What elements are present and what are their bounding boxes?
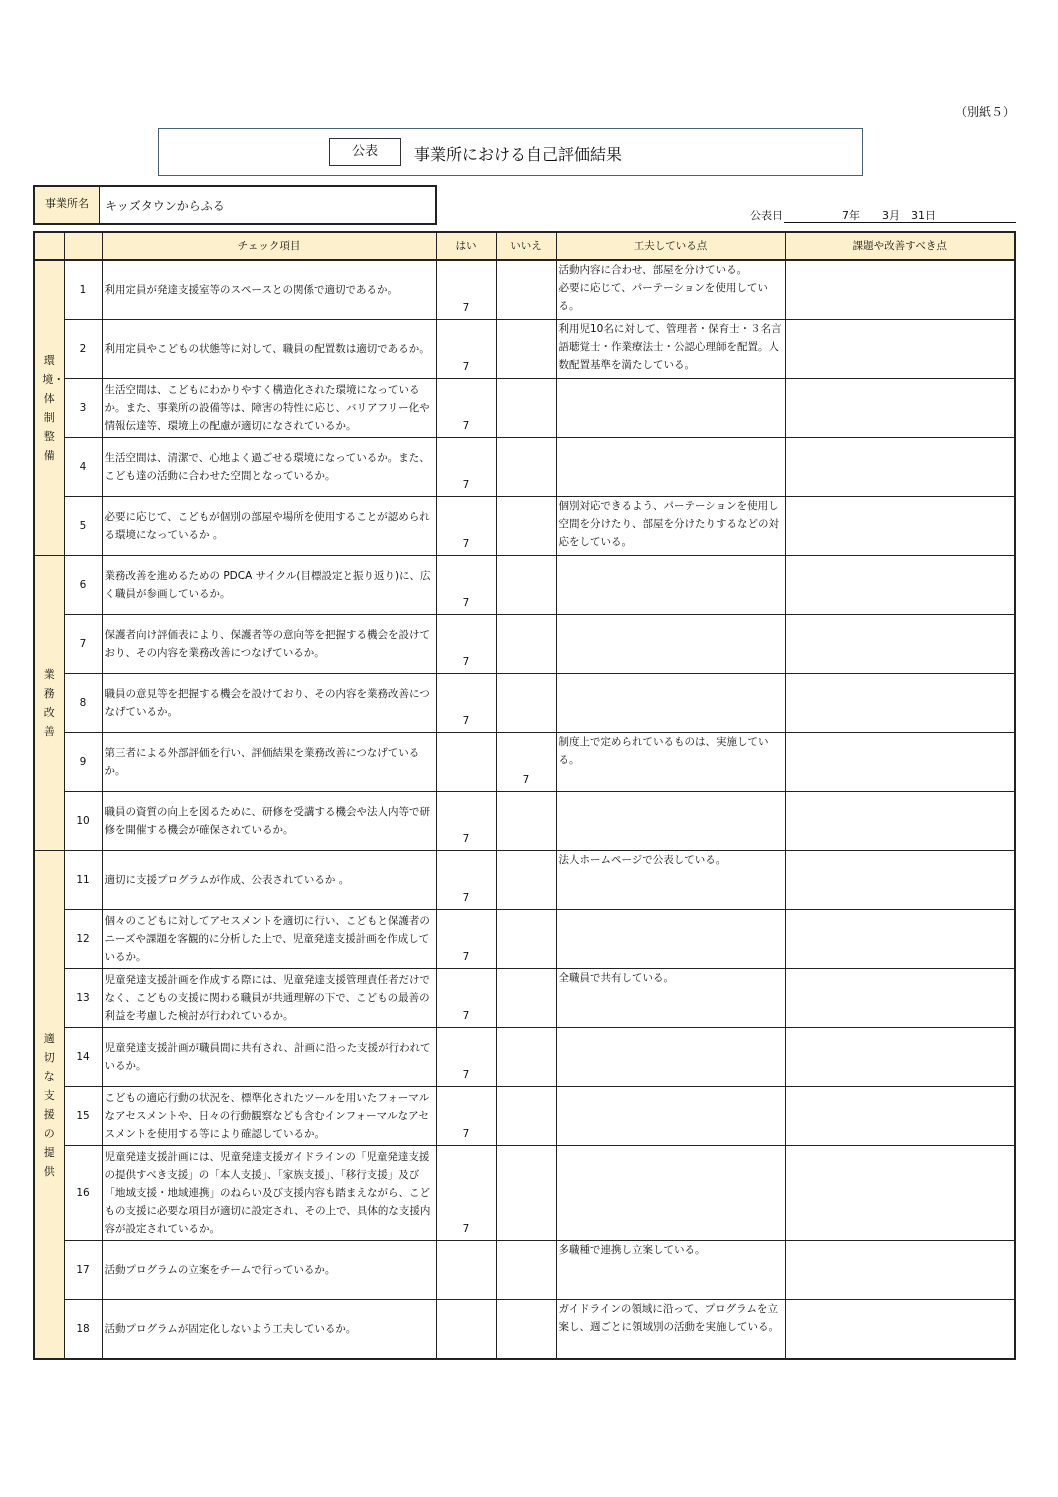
check-item-text: 生活空間は、こどもにわかりやすく構造化された環境になっているか。また、事業所の設備等は、障害の特性に応じ、バリアフリー化や情報伝達等、環境上の配慮が適切になされているか。 [104, 384, 430, 432]
yes-count-cell [436, 1300, 496, 1360]
header-issues: 課題や改善すべき点 [785, 232, 1015, 260]
issues-text-cell [785, 1028, 1015, 1087]
public-tag: 公表 [329, 138, 401, 166]
effort-text: 利用児10名に対して、管理者・保育士・３名言語聴覚士・作業療法士・公認心理師を配置。人数配置基準を満たしている。 [558, 323, 782, 371]
effort-text-cell [556, 1087, 785, 1146]
check-item-text-cell [102, 969, 436, 1028]
office-box [33, 185, 437, 225]
no-count-cell [496, 1300, 556, 1360]
check-item-text-cell [102, 851, 436, 910]
header-no: いいえ [496, 232, 556, 260]
yes-count: 7 [462, 951, 470, 963]
check-item-text: 業務改善を進めるための PDCA サイクル(目標設定と振り返り)に、広く職員が参画しているか。 [104, 570, 431, 600]
issues-text-cell [785, 969, 1015, 1028]
no-count-cell [496, 1028, 556, 1087]
row-number-cell [64, 1241, 102, 1300]
row-number: 11 [76, 874, 90, 886]
table-row [34, 438, 1015, 497]
check-item-text-cell [102, 1087, 436, 1146]
row-number: 10 [76, 815, 90, 827]
check-item-text-cell [102, 910, 436, 969]
check-item-text-cell [102, 379, 436, 438]
yes-count-cell [436, 497, 496, 556]
no-count-cell [496, 910, 556, 969]
issues-text-cell [785, 1241, 1015, 1300]
check-item-text: 必要に応じて、こどもが個別の部屋や場所を使用することが認められる環境になっているか 。 [104, 511, 430, 541]
check-item-text: 第三者による外部評価を行い、評価結果を業務改善につなげているか。 [104, 747, 420, 777]
issues-text-cell [785, 556, 1015, 615]
check-item-text-cell [102, 674, 436, 733]
no-count-cell [496, 320, 556, 379]
category-cell [34, 260, 64, 556]
no-count-cell [496, 851, 556, 910]
pub-date-value: 7年 3月 31日 [842, 209, 936, 222]
no-count-cell [496, 260, 556, 320]
issues-text-cell [785, 497, 1015, 556]
yes-count-cell [436, 851, 496, 910]
row-number-cell [64, 851, 102, 910]
check-item-text-cell [102, 1241, 436, 1300]
title-box [158, 128, 863, 176]
issues-text-cell [785, 792, 1015, 851]
row-number: 2 [79, 343, 87, 355]
table-body [34, 260, 1015, 1359]
check-item-text: 活動プログラムが固定化しないよう工夫しているか。 [104, 1323, 357, 1335]
table-row [34, 1087, 1015, 1146]
effort-text: 法人ホームページで公表している。 [558, 854, 727, 866]
issues-text-cell [785, 1146, 1015, 1241]
annex-label: （別紙５） [955, 105, 1016, 119]
pub-date-label: 公表日 [750, 209, 783, 222]
check-item-text: 職員の意見等を把握する機会を設けており、その内容を業務改善につなげているか。 [104, 688, 430, 718]
issues-text-cell [785, 1300, 1015, 1360]
check-item-text: 活動プログラムの立案をチームで行っているか。 [104, 1264, 336, 1276]
issues-text-cell [785, 379, 1015, 438]
row-number: 18 [76, 1323, 90, 1335]
check-item-text: 適切に支援プログラムが作成、公表されているか 。 [104, 874, 350, 886]
table-row [34, 260, 1015, 320]
header-category [34, 232, 64, 260]
effort-text-cell [556, 851, 785, 910]
check-item-text: 職員の資質の向上を図るために、研修を受講する機会や法人内等で研修を開催する機会が確保されているか。 [104, 806, 430, 836]
row-number-cell [64, 497, 102, 556]
evaluation-table [33, 231, 1016, 1360]
effort-text-cell [556, 1028, 785, 1087]
yes-count: 7 [462, 479, 470, 491]
effort-text-cell [556, 1146, 785, 1241]
yes-count: 7 [462, 892, 470, 904]
table-row [34, 556, 1015, 615]
yes-count: 7 [462, 302, 470, 314]
yes-count: 7 [462, 597, 470, 609]
effort-text-cell [556, 497, 785, 556]
no-count-cell [496, 1146, 556, 1241]
row-number: 16 [76, 1187, 90, 1199]
yes-count-cell [436, 1028, 496, 1087]
row-number: 1 [79, 284, 87, 296]
effort-text-cell [556, 556, 785, 615]
check-item-text: 保護者向け評価表により、保護者等の意向等を把握する機会を設けており、その内容を業務改善につなげているか。 [104, 629, 430, 659]
yes-count: 7 [462, 1128, 470, 1140]
row-number: 14 [76, 1051, 90, 1063]
yes-count-cell [436, 1146, 496, 1241]
yes-count: 7 [462, 538, 470, 550]
category-cell [34, 556, 64, 851]
row-number-cell [64, 1087, 102, 1146]
check-item-text-cell [102, 260, 436, 320]
no-count-cell [496, 615, 556, 674]
issues-text-cell [785, 260, 1015, 320]
no-count-cell [496, 969, 556, 1028]
check-item-text-cell [102, 615, 436, 674]
check-item-text: 生活空間は、清潔で、心地よく過ごせる環境になっているか。また、こども達の活動に合わせた空間となっているか。 [104, 452, 430, 482]
table-row [34, 379, 1015, 438]
table-header-row [34, 232, 1015, 260]
row-number: 4 [79, 461, 87, 473]
row-number-cell [64, 1300, 102, 1360]
effort-text: 活動内容に合わせ、部屋を分けている。 必要に応じて、パーテーションを使用している。 [558, 264, 768, 312]
yes-count-cell [436, 260, 496, 320]
header-yes: はい [436, 232, 496, 260]
row-number: 3 [79, 402, 87, 414]
issues-text-cell [785, 320, 1015, 379]
row-number-cell [64, 1028, 102, 1087]
category-label: 業務改善 [43, 668, 55, 738]
header-check-item: チェック項目 [102, 232, 436, 260]
issues-text-cell [785, 615, 1015, 674]
no-count-cell [496, 379, 556, 438]
no-count-cell [496, 1087, 556, 1146]
check-item-text-cell [102, 1028, 436, 1087]
issues-text-cell [785, 910, 1015, 969]
table-row [34, 733, 1015, 792]
row-number: 9 [79, 756, 87, 768]
check-item-text-cell [102, 1300, 436, 1360]
yes-count-cell [436, 320, 496, 379]
yes-count-cell [436, 910, 496, 969]
yes-count-cell [436, 615, 496, 674]
table-row [34, 615, 1015, 674]
check-item-text: 児童発達支援計画を作成する際には、児童発達支援管理責任者だけでなく、こどもの支援に関わる職員が共通理解の下で、こどもの最善の利益を考慮した検討が行われているか。 [104, 974, 430, 1022]
yes-count-cell [436, 969, 496, 1028]
check-item-text-cell [102, 556, 436, 615]
effort-text-cell [556, 615, 785, 674]
table-row [34, 851, 1015, 910]
yes-count-cell [436, 733, 496, 792]
yes-count-cell [436, 792, 496, 851]
effort-text-cell [556, 733, 785, 792]
table-row [34, 1300, 1015, 1360]
table-row [34, 497, 1015, 556]
check-item-text: 利用定員やこどもの状態等に対して、職員の配置数は適切であるか。 [104, 343, 430, 355]
table-row [34, 792, 1015, 851]
row-number-cell [64, 1146, 102, 1241]
row-number-cell [64, 792, 102, 851]
effort-text-cell [556, 438, 785, 497]
check-item-text-cell [102, 733, 436, 792]
check-item-text-cell [102, 792, 436, 851]
category-label: 環境・体制整備 [42, 354, 65, 462]
yes-count: 7 [462, 715, 470, 727]
row-number: 13 [76, 992, 90, 1004]
office-name: キッズタウンからふる [105, 199, 225, 213]
check-item-text: こどもの適応行動の状況を、標準化されたツールを用いたフォーマルなアセスメントや、日々の行動観察なども含むインフォーマルなアセスメントを使用する等により確認しているか。 [104, 1092, 430, 1140]
effort-text: 全職員で共有している。 [558, 972, 674, 984]
no-count-cell [496, 792, 556, 851]
row-number: 15 [76, 1110, 90, 1122]
check-item-text: 児童発達支援計画が職員間に共有され、計画に沿った支援が行われているか。 [104, 1042, 431, 1072]
no-count-cell [496, 497, 556, 556]
header-effort: 工夫している点 [556, 232, 785, 260]
yes-count: 7 [462, 1069, 470, 1081]
table-row [34, 320, 1015, 379]
issues-text-cell [785, 851, 1015, 910]
effort-text-cell [556, 1241, 785, 1300]
row-number: 17 [76, 1264, 90, 1276]
no-count-cell [496, 1241, 556, 1300]
no-count: 7 [522, 774, 530, 786]
yes-count: 7 [462, 361, 470, 373]
effort-text-cell [556, 969, 785, 1028]
effort-text-cell [556, 1300, 785, 1360]
check-item-text-cell [102, 1146, 436, 1241]
no-count-cell [496, 438, 556, 497]
effort-text-cell [556, 260, 785, 320]
row-number-cell [64, 438, 102, 497]
check-item-text: 利用定員が発達支援室等のスペースとの関係で適切であるか。 [104, 284, 398, 296]
row-number-cell [64, 910, 102, 969]
yes-count: 7 [462, 1010, 470, 1022]
yes-count: 7 [462, 420, 470, 432]
effort-text-cell [556, 910, 785, 969]
row-number-cell [64, 556, 102, 615]
row-number-cell [64, 615, 102, 674]
issues-text-cell [785, 674, 1015, 733]
row-number-cell [64, 320, 102, 379]
yes-count-cell [436, 556, 496, 615]
table-row [34, 969, 1015, 1028]
effort-text: 制度上で定められているものは、実施している。 [558, 736, 769, 766]
row-number: 5 [79, 520, 87, 532]
check-item-text-cell [102, 438, 436, 497]
pub-date-underline [784, 222, 1016, 223]
table-row [34, 1028, 1015, 1087]
yes-count-cell [436, 1087, 496, 1146]
no-count-cell [496, 674, 556, 733]
table-row [34, 1146, 1015, 1241]
no-count-cell [496, 556, 556, 615]
yes-count-cell [436, 674, 496, 733]
check-item-text-cell [102, 320, 436, 379]
row-number-cell [64, 733, 102, 792]
yes-count-cell [436, 438, 496, 497]
check-item-text: 個々のこどもに対してアセスメントを適切に行い、こどもと保護者のニーズや課題を客観的に分析した上で、児童発達支援計画を作成しているか。 [104, 915, 430, 963]
issues-text-cell [785, 733, 1015, 792]
table-row [34, 1241, 1015, 1300]
yes-count-cell [436, 379, 496, 438]
effort-text-cell [556, 320, 785, 379]
office-label: 事業所名 [35, 187, 100, 223]
yes-count: 7 [462, 656, 470, 668]
row-number-cell [64, 674, 102, 733]
issues-text-cell [785, 1087, 1015, 1146]
category-cell [34, 851, 64, 1360]
effort-text-cell [556, 792, 785, 851]
no-count-cell [496, 733, 556, 792]
effort-text: 個別対応できるよう、パーテーションを使用し空間を分けたり、部屋を分けたりするなどの対応をしている。 [558, 500, 779, 548]
effort-text: 多職種で連携し立案している。 [558, 1244, 706, 1256]
effort-text: ガイドラインの領域に沿って、プログラムを立案し、週ごとに領域別の活動を実施している。 [558, 1303, 779, 1333]
row-number: 8 [79, 697, 87, 709]
category-label: 適切な支援の提供 [43, 1031, 55, 1178]
effort-text-cell [556, 674, 785, 733]
row-number-cell [64, 379, 102, 438]
table-row [34, 910, 1015, 969]
check-item-text: 児童発達支援計画には、児童発達支援ガイドラインの「児童発達支援の提供すべき支援」の「本人支援」、「家族支援」、「移行支援」及び「地域支援・地域連携」のねらい及び支援内容も踏まえながら、こどもの支援に必要な項目が適切に設定され、その上で、具体的な支援内容が設定されているか。 [104, 1151, 431, 1235]
row-number: 7 [79, 638, 87, 650]
yes-count: 7 [462, 1223, 470, 1235]
effort-text-cell [556, 379, 785, 438]
row-number-cell [64, 260, 102, 320]
issues-text-cell [785, 438, 1015, 497]
row-number: 6 [79, 579, 87, 591]
page-title: 事業所における自己評価結果 [414, 145, 623, 164]
check-item-text-cell [102, 497, 436, 556]
row-number-cell [64, 969, 102, 1028]
row-number: 12 [76, 933, 90, 945]
yes-count: 7 [462, 833, 470, 845]
header-number [64, 232, 102, 260]
yes-count-cell [436, 1241, 496, 1300]
table-row [34, 674, 1015, 733]
